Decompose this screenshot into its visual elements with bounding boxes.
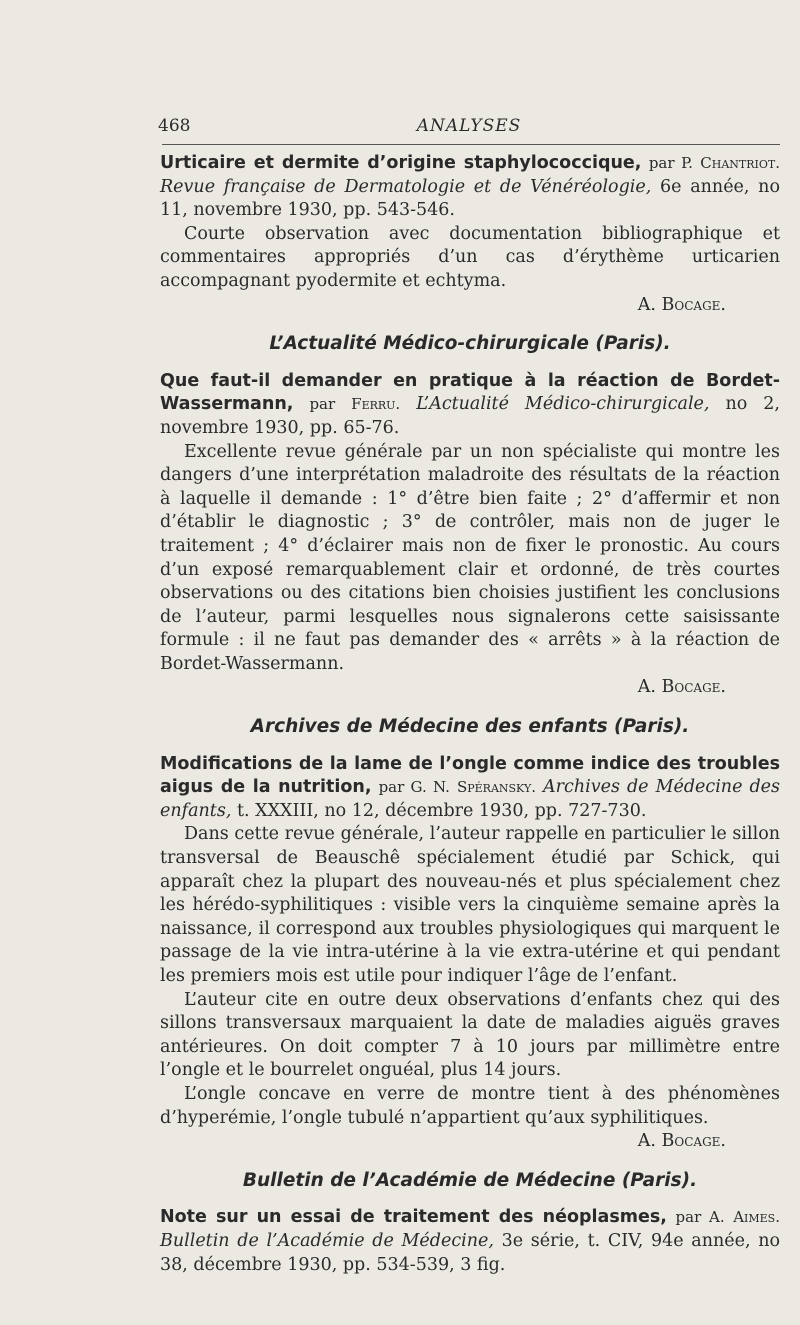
article-by: par G. N. [378, 778, 450, 797]
article-source: Revue française de Dermatologie et de Vénéréologie, [160, 176, 652, 197]
article-details: no 2, novembre 1930, pp. 65-76. [160, 394, 780, 438]
article-author: Spéransky. [456, 778, 536, 797]
page-number: 468 [158, 116, 191, 136]
page-content [160, 152, 780, 1277]
article-by: par P. [648, 154, 693, 172]
article-paragraph: L’ongle concave en verre de montre tient à des phénomènes d’hyperémie, l’ongle tubulé n’appartient qu’aux syphilitiques. [160, 1083, 780, 1128]
running-title: ANALYSES [416, 116, 522, 136]
article [160, 152, 780, 317]
article-title: Que faut-il demander en pratique à la réaction de Bordet-Wassermann, [160, 370, 780, 415]
article-source: L’Actualité Médico-chirurgicale, [416, 394, 710, 415]
page-header [158, 116, 780, 140]
article-by: par [309, 395, 336, 414]
article-details: 3e série, t. CIV, 94e année, no 38, décembre 1930, pp. 534-539, 3 fig. [160, 1230, 780, 1275]
article-signature: A. Bocage. [637, 677, 726, 698]
article-author: Aimes. [733, 1208, 780, 1227]
article-author: Ferru. [351, 395, 401, 414]
article [160, 1206, 780, 1277]
article-author: Chantriot. [700, 154, 780, 172]
article-details: t. XXXIII, no 12, décembre 1930, pp. 727-730. [236, 800, 647, 821]
article-source: Bulletin de l’Académie de Médecine, [160, 1230, 494, 1251]
section-heading: Bulletin de l’Académie de Médecine (Paris). [242, 1169, 698, 1191]
article-title: Urticaire et dermite d’origine staphylococcique, [160, 153, 642, 173]
article [160, 753, 780, 1154]
section-heading: Archives de Médecine des enfants (Paris). [250, 716, 690, 738]
article-signature: A. Bocage. [637, 1131, 726, 1152]
article-paragraph: Courte observation avec documentation bibliographique et commentaires appropriés d’un cas d’érythème urticarien accompagnant pyodermite et echtyma. [160, 223, 780, 291]
section-heading: L’Actualité Médico-chirurgicale (Paris). [269, 333, 671, 355]
article [160, 370, 780, 700]
article-paragraph: Excellente revue générale par un non spécialiste qui montre les dangers d’une interprétation maladroite des résultats de la réaction à laquelle il demande : 1° d’être bien faite ; 2° d’affermir et non d’établir le diagnostic ; 3° de contrôler, mais non de juger le traitement ; 4° d’éclairer mais non de fixer le pronostic. Au cours d’un exposé remarquablement clair et ordonné, de très courtes observations ou des citations bien choisies justifient les conclusions de l’auteur, parmi lesquelles nous signalerons cette saisissante formule : il ne faut pas demander des « arrêts » à la réaction de Bordet-Wassermann. [160, 441, 780, 674]
header-rule [162, 144, 780, 145]
article-paragraph: Dans cette revue générale, l’auteur rappelle en particulier le sillon transversal de Beauschê spécialement étudié par Schick, qui apparaît chez la plupart des nouveau-nés et plus spécialement chez les hérédo-syphilitiques : visible vers la cinquième semaine après la naissance, il correspond aux troubles physiologiques qui marquent le passage de la vie intra-utérine à la vie extra-utérine et qui pendant les premiers mois est utile pour indiquer l’âge de l’enfant. [160, 824, 780, 986]
article-title: Modifications de la lame de l’ongle comme indice des troubles aigus de la nutrition, [160, 753, 780, 798]
article-title: Note sur un essai de traitement des néoplasmes, [160, 1207, 667, 1228]
article-details: 6e année, no 11, novembre 1930, pp. 543-546. [160, 176, 780, 221]
article-source: Archives de Médecine des enfants, [160, 777, 780, 821]
article-by: par A. [675, 1208, 725, 1227]
article-signature: A. Bocage. [637, 294, 726, 315]
article-paragraph: L’auteur cite en outre deux observations d’enfants chez qui des sillons transversaux marquaient la date de maladies aiguës graves antérieures. On doit compter 7 à 10 jours par millimètre entre l’ongle et le bourrelet onguéal, plus 14 jours. [160, 989, 780, 1081]
